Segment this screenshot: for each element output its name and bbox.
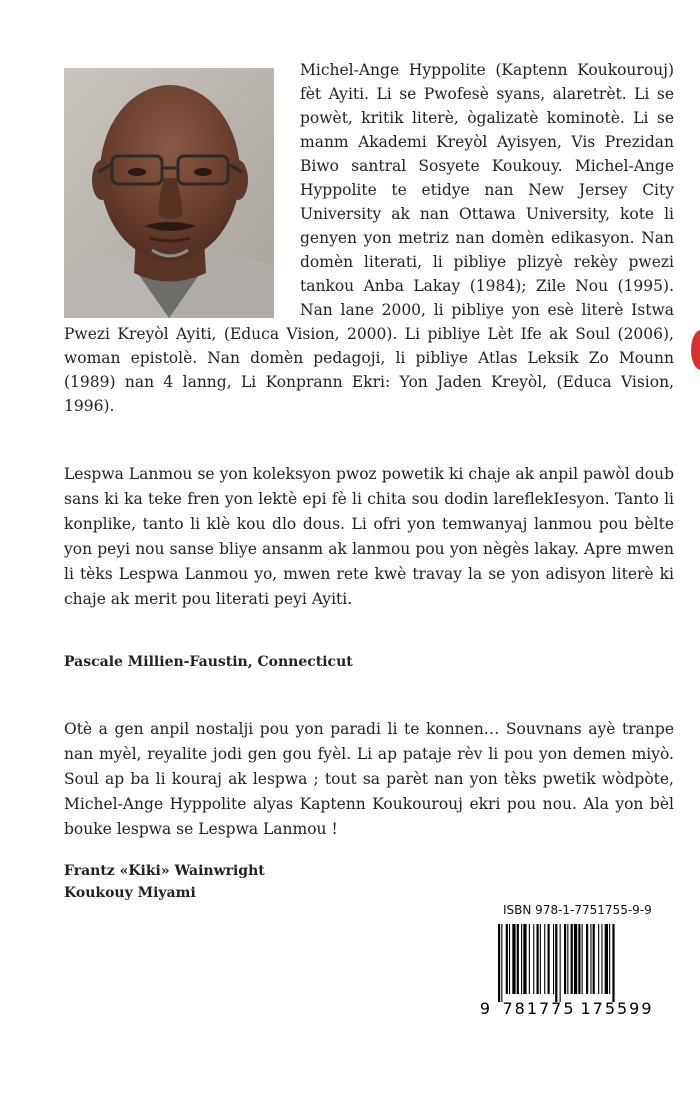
barcode-bar — [571, 924, 573, 994]
review-one — [64, 462, 674, 612]
barcode-bar — [517, 924, 519, 994]
barcode-bar — [553, 924, 554, 994]
barcode-bar — [548, 924, 550, 994]
author-bio — [64, 58, 674, 418]
review-two — [64, 717, 674, 842]
barcode-bar — [512, 924, 515, 994]
isbn-label: ISBN 978-1-7751755-9-9 — [503, 903, 652, 917]
barcode-bar — [509, 924, 510, 994]
barcode-digits-right: 175599 — [580, 999, 654, 1018]
review-two-signature-name: Frantz «Kiki» Wainwright — [64, 863, 265, 879]
barcode-bar — [555, 924, 557, 1002]
barcode-bar — [567, 924, 568, 994]
isbn-barcode — [472, 922, 672, 1018]
bio-text: Michel-Ange Hyppolite (Kaptenn Koukourouj) fèt Ayiti. Li se Pwofesè syans, alaretrèt. Li se powèt, kritik literè, ògalizatè kominotè. Li se manm Akademi Kreyòl Ayisyen, Vis Prezidan Biwo santral Sosyete Koukouy. Michel-Ange Hyppolite te etidye nan New Jersey City University ak nan Ottawa University, kote li genyen yon metriz nan domèn edikasyon. Nan domèn literati, li pibliye plizyè rekèy pwezi tankou Anba Lakay (1984); Zile Nou (1995). Nan lane 2000, li pibliye yon esè literè Istwa Pwezi Kreyòl Ayiti, (Educa Vision, 2000). Li pibliye Lèt Ife ak Soul (2006), woman epistolè. Nan domèn pedagoji, li pibliye Atlas Leksik Zo Mounn (1989) nan 4 lanng, Li Konprann Ekri: Yon Jaden Kreyòl, (Educa Vision, 1996). — [64, 61, 674, 415]
barcode-bar — [544, 924, 545, 994]
barcode-bar — [612, 924, 614, 1002]
barcode-bar — [564, 924, 566, 994]
review-two-signature-place: Koukouy Miyami — [64, 885, 196, 901]
barcode-bar — [582, 924, 583, 994]
barcode-bar — [609, 924, 610, 994]
barcode-bar — [598, 924, 599, 994]
barcode-bar — [501, 924, 502, 1002]
review-one-signature: Pascale Millien-Faustin, Connecticut — [64, 654, 353, 670]
barcode-bar — [521, 924, 522, 994]
red-edge-mark — [691, 330, 700, 370]
author-portrait-image — [64, 68, 274, 318]
review-two-text: Otè a gen anpil nostalji pou yon paradi li te konnen… Souvnans ayè tranpe nan myèl, reyalite jodi gen gou fyèl. Li ap pataje rèv li pou yon demen miyò. Soul ap ba li kouraj ak lespwa ; tout sa parèt nan yon tèks pwetik wòdpòte, Michel-Ange Hyppolite alyas Kaptenn Koukourouj ekri pou nou. Ala yon bèl bouke lespwa se Lespwa Lanmou ! — [64, 720, 674, 838]
barcode-bar — [574, 924, 577, 994]
barcode-digits-left: 781775 — [502, 999, 576, 1018]
barcode-bar — [523, 924, 526, 994]
barcode-bar — [601, 924, 602, 994]
barcode-bar — [498, 924, 500, 1002]
author-photo — [64, 68, 274, 318]
barcode-bar — [593, 924, 595, 994]
barcode-bar — [537, 924, 539, 994]
barcode-bar — [529, 924, 530, 994]
barcode-bar — [590, 924, 591, 994]
barcode-bar — [586, 924, 588, 994]
barcode-bar — [605, 924, 608, 994]
barcode-digit-lead: 9 — [479, 999, 491, 1018]
barcode-bar — [560, 924, 561, 1002]
barcode-bar — [540, 924, 541, 994]
barcode-bar — [506, 924, 508, 994]
review-one-text: Lespwa Lanmou se yon koleksyon pwoz powetik ki chaje ak anpil pawòl doub sans ki ka teke fren yon lektè epi fè li chita sou dodin lareflekIesyon. Tanto li konplike, tanto li klè kou dlo dous. Li ofri yon temwanyaj lanmou pou bèlte yon peyi nou sanse bliye ansanm ak lanmou pou yon nègès lakay. Apre mwen li tèks Lespwa Lanmou yo, mwen rete kwè travay la se yon adisyon literè ki chaje ak merit pou literati peyi Ayiti. — [64, 465, 674, 608]
review-two-signature — [64, 860, 265, 904]
barcode-bar — [578, 924, 580, 994]
barcode-bar — [533, 924, 534, 994]
